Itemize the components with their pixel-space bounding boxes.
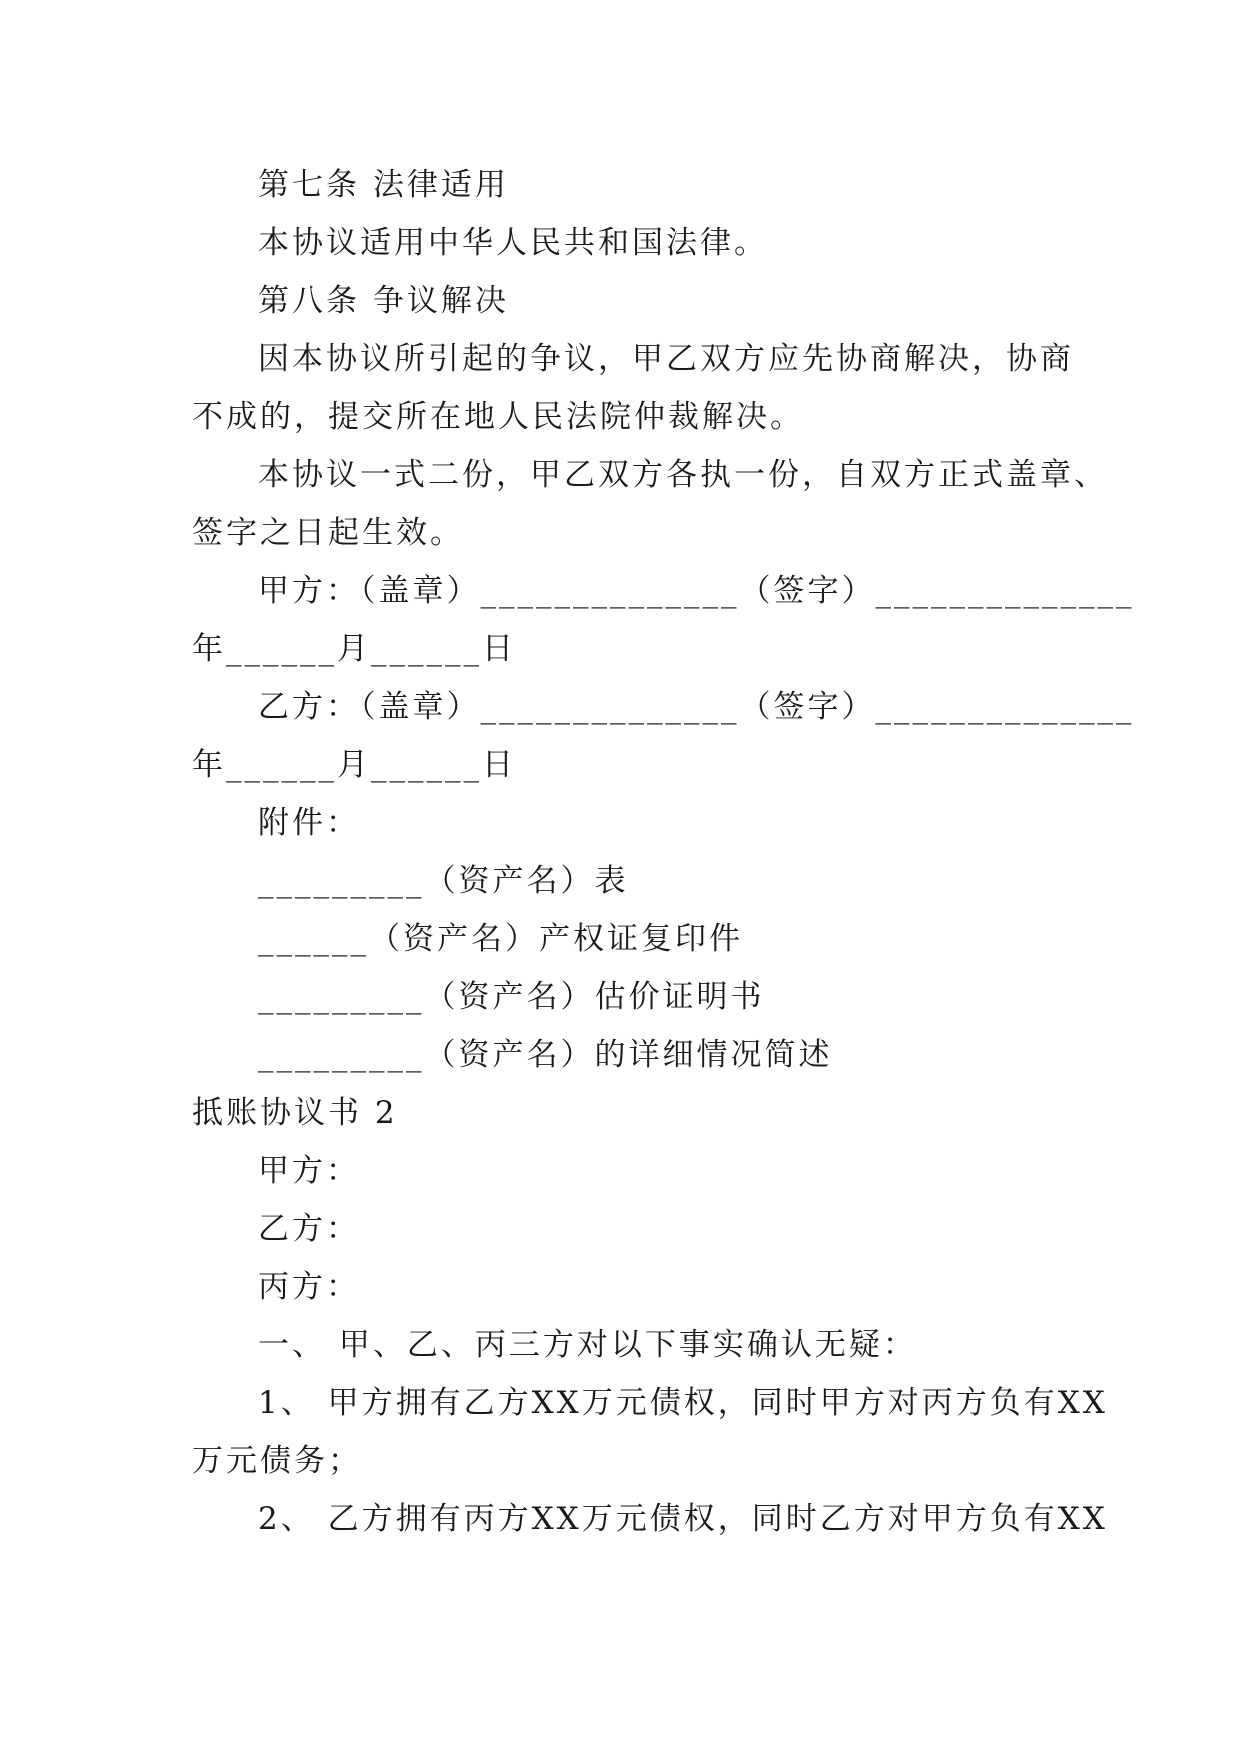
document-title: 抵账协议书 2 (192, 1095, 398, 1131)
section-heading: 一、 甲、乙、丙三方对以下事实确认无疑： (258, 1327, 917, 1363)
date-line: 年______月______日 (192, 631, 516, 667)
party-b-label: 乙方： (258, 1211, 360, 1247)
attachment-item: _________（资产名）表 (258, 863, 629, 899)
date-line: 年______月______日 (192, 747, 516, 783)
party-b-signature-line: 乙方：（盖章）______________（签字）______________ (258, 689, 1135, 725)
paragraph-text: 本协议一式二份，甲乙双方各执一份，自双方正式盖章、 (258, 457, 1108, 493)
attachments-label: 附件： (258, 805, 360, 841)
paragraph-text: 因本协议所引起的争议，甲乙双方应先协商解决，协商 (258, 341, 1074, 377)
article-8-heading: 第八条 争议解决 (258, 283, 509, 319)
paragraph-text: 不成的，提交所在地人民法院仲裁解决。 (192, 399, 804, 435)
paragraph-text: 签字之日起生效。 (192, 515, 464, 551)
article-7-heading: 第七条 法律适用 (258, 167, 509, 203)
party-c-label: 丙方： (258, 1269, 360, 1305)
party-a-label: 甲方： (258, 1153, 360, 1189)
paragraph-text: 本协议适用中华人民共和国法律。 (258, 225, 768, 261)
attachment-item: ______（资产名）产权证复印件 (258, 921, 743, 957)
clause-item: 2、 乙方拥有丙方XX万元债权，同时乙方对甲方负有XX (258, 1501, 1108, 1537)
clause-item-continued: 万元债务； (192, 1443, 362, 1479)
clause-item: 1、 甲方拥有乙方XX万元债权，同时甲方对丙方负有XX (258, 1385, 1108, 1421)
party-a-signature-line: 甲方：（盖章）______________（签字）______________ (258, 573, 1135, 609)
attachment-item: _________（资产名）的详细情况简述 (258, 1037, 833, 1073)
attachment-item: _________（资产名）估价证明书 (258, 979, 765, 1015)
